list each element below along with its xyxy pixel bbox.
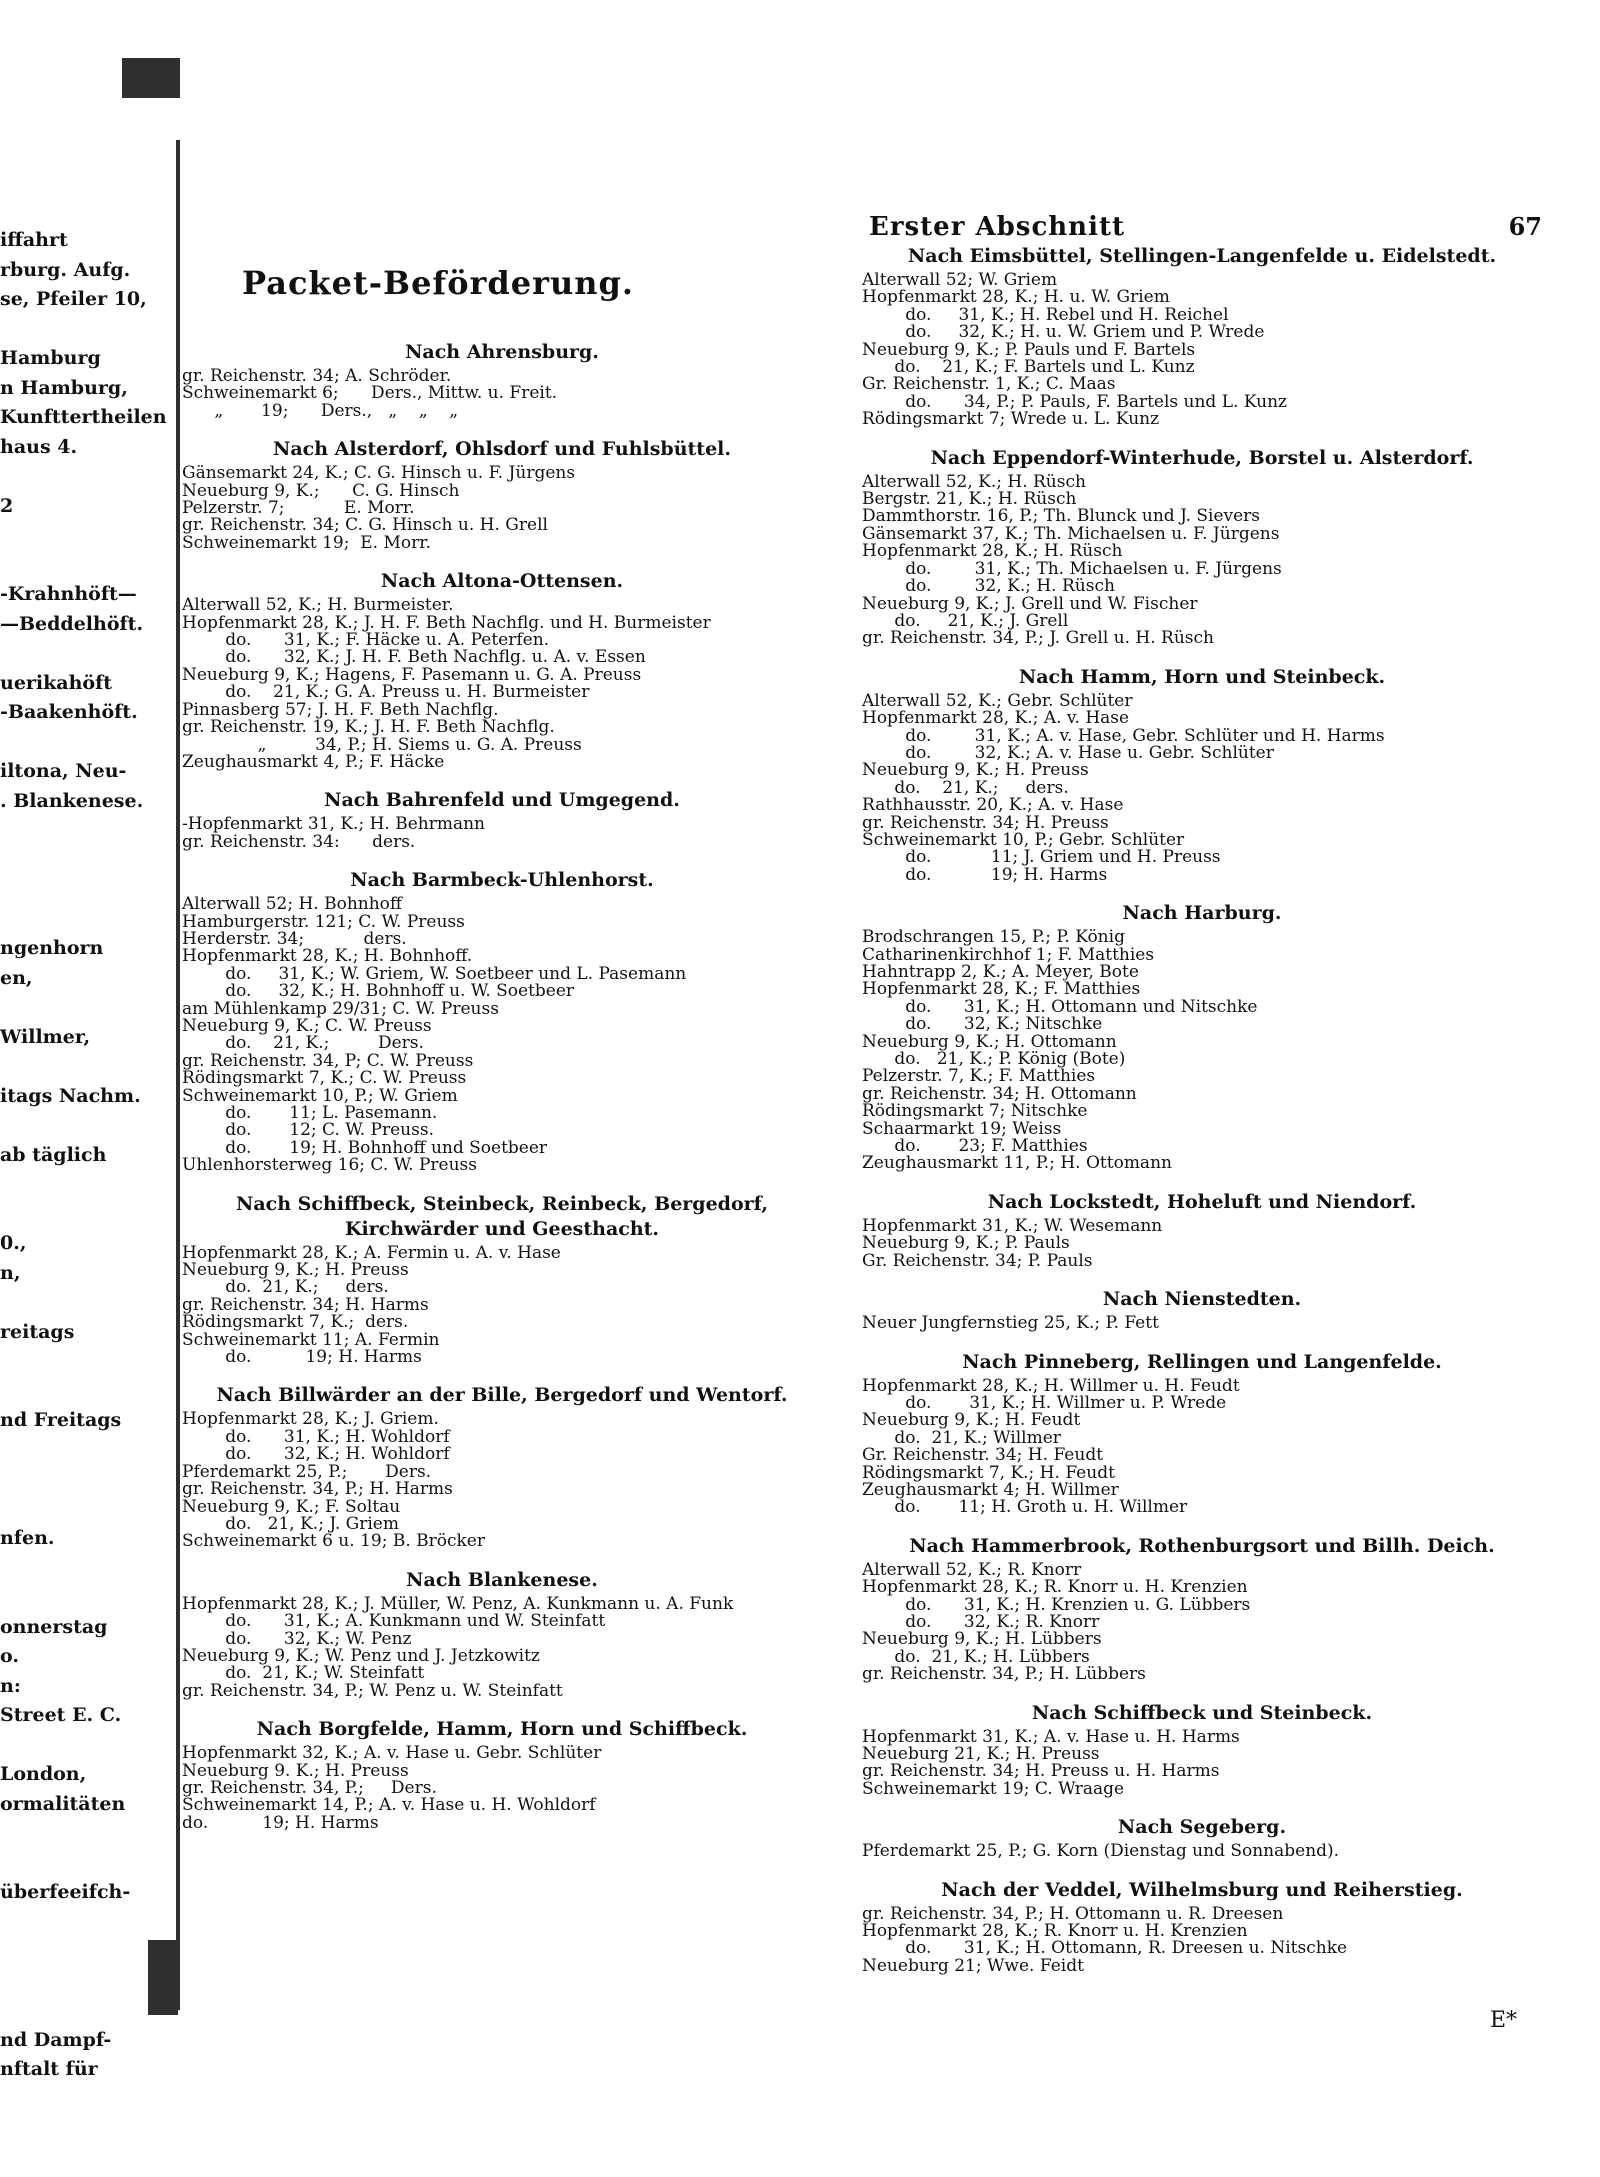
- address-line: do. 11; H. Groth u. H. Willmer: [862, 1497, 1188, 1518]
- destination-heading: Nach Ahrensburg.: [405, 341, 599, 363]
- margin-fragment-line: [0, 1848, 175, 1878]
- destination-block: [182, 1717, 822, 1832]
- margin-fragment-line: [0, 845, 175, 875]
- destination-heading: Nach Barmbeck-Uhlenhorst.: [350, 869, 654, 892]
- destination-block: [862, 244, 1542, 429]
- margin-fragment-line: n:: [0, 1674, 21, 1697]
- address-line: Pinnasberg 57; J. H. F. Beth Nachflg.: [182, 699, 499, 720]
- address-line: do. 32, K.; J. H. F. Beth Nachflg. u. A. v. Essen: [182, 647, 646, 668]
- address-line: Hopfenmarkt 31, K.; A. v. Hase u. H. Harms: [862, 1726, 1240, 1747]
- address-line: do. 21, K.; J. Griem: [182, 1513, 399, 1534]
- address-line: do. 19; H. Harms: [862, 864, 1108, 885]
- destination-heading: Nach Billwärder an der Bille, Bergedorf und Wentorf.: [216, 1384, 788, 1407]
- address-line: do. 34, P.; P. Pauls, F. Bartels und L. Kunz: [862, 391, 1287, 412]
- address-line: Neueburg 9, K.; C. G. Hinsch: [182, 480, 460, 501]
- margin-fragment-line: -Baakenhöft.: [0, 701, 138, 723]
- address-line: Neueburg 9, K.; W. Penz und J. Jetzkowitz: [182, 1645, 540, 1666]
- address-line: Hopfenmarkt 28, K.; A. Fermin u. A. v. Hase: [182, 1242, 561, 1263]
- address-line: do. 31, K.; A. Kunkmann und W. Steinfatt: [182, 1611, 606, 1632]
- address-line: Pelzerstr. 7, K.; F. Matthies: [862, 1066, 1096, 1087]
- margin-fragment-line: [0, 314, 175, 344]
- destination-block: [182, 1383, 822, 1550]
- destination-heading: Nach Alsterdorf, Ohlsdorf und Fuhlsbüttel.: [273, 438, 731, 461]
- address-line: Schweinemarkt 10, P.; Gebr. Schlüter: [862, 829, 1185, 850]
- address-line: -Hopfenmarkt 31, K.; H. Behrmann: [182, 814, 485, 835]
- address-line: do. 19; H. Harms: [182, 1347, 422, 1368]
- destination-heading: Nach Hamm, Horn und Steinbeck.: [1018, 665, 1386, 688]
- destination-heading: Nach Lockstedt, Hoheluft und Niendorf.: [987, 1190, 1417, 1213]
- page-number: 67: [1508, 212, 1542, 241]
- margin-fragment-line: iffahrt: [0, 229, 68, 251]
- destination-heading: Nach Nienstedten.: [1102, 1288, 1302, 1311]
- address-line: do. 32, K.; H. u. W. Griem und P. Wrede: [862, 322, 1265, 343]
- address-line: Alterwall 52; W. Griem: [862, 270, 1058, 290]
- address-line: Pferdemarkt 25, P.; G. Korn (Dienstag und Sonnabend).: [862, 1841, 1340, 1862]
- margin-fragment-line: [0, 550, 175, 580]
- destination-block: [862, 665, 1542, 884]
- address-line: Pferdemarkt 25, P.; Ders.: [182, 1461, 432, 1482]
- address-line: am Mühlenkamp 29/31; C. W. Preuss: [182, 998, 499, 1019]
- address-line: do. 31, K.; H. Ottomann, R. Dreesen u. Nitschke: [862, 1938, 1348, 1959]
- margin-fragment-line: [0, 904, 175, 934]
- address-line: do. 21, K.; Willmer: [862, 1427, 1061, 1448]
- margin-fragment-line: nd Dampf-: [0, 2028, 112, 2051]
- destination-heading: Nach der Veddel, Wilhelmsburg und Reiherstieg.: [941, 1878, 1463, 1901]
- address-line: do. 11; J. Griem und H. Preuss: [862, 847, 1221, 868]
- address-line: do. 32, K.; R. Knorr: [862, 1611, 1100, 1632]
- address-line: Hopfenmarkt 28, K.; J. Griem.: [182, 1409, 439, 1430]
- margin-fragment-line: London,: [0, 1763, 87, 1785]
- address-line: Neueburg 21; Wwe. Feidt: [862, 1955, 1084, 1976]
- address-line: Hopfenmarkt 28, K.; H. u. W. Griem: [862, 287, 1170, 308]
- address-line: do. 21, K.; F. Bartels und L. Kunz: [862, 357, 1195, 378]
- address-line: Neueburg 9, K.; H. Lübbers: [862, 1629, 1102, 1650]
- destination-heading: Nach Altona-Ottensen.: [380, 570, 624, 593]
- address-line: do. 19; H. Bohnhoff und Soetbeer: [182, 1137, 548, 1158]
- margin-fragment-line: [0, 1110, 175, 1140]
- destination-heading: Nach Blankenese.: [406, 1568, 598, 1591]
- margin-fragment-line: nftalt für: [0, 2058, 98, 2080]
- address-line: Neueburg 9, K.; J. Grell und W. Fischer: [862, 593, 1198, 614]
- address-line: do. 31, K.; H. Willmer u. P. Wrede: [862, 1392, 1227, 1413]
- address-line: do. 21, K.; ders.: [182, 1277, 389, 1298]
- destination-heading: Nach Eimsbüttel, Stellingen-Langenfelde u. Eidelstedt.: [907, 245, 1497, 267]
- address-line: gr. Reichenstr. 34; H. Preuss u. H. Harms: [862, 1761, 1220, 1782]
- address-line: gr. Reichenstr. 34, P.; W. Penz u. W. Steinfatt: [182, 1680, 563, 1701]
- address-line: Hamburgerstr. 121; C. W. Preuss: [182, 911, 465, 932]
- margin-fragment-line: [0, 874, 175, 904]
- address-line: gr. Reichenstr. 34; A. Schröder.: [182, 366, 452, 386]
- destination-block: [182, 340, 822, 420]
- address-line: Schweinemarkt 10, P.; W. Griem: [182, 1085, 458, 1106]
- address-line: do. 31, K.; H. Krenzien u. G. Lübbers: [862, 1594, 1251, 1615]
- address-line: Neueburg 9, K.; H. Preuss: [182, 1260, 409, 1281]
- address-line: Hopfenmarkt 28, K.; H. Rüsch: [862, 541, 1123, 562]
- destination-heading: Nach Segeberg.: [1117, 1816, 1287, 1839]
- margin-fragment-line: 2: [0, 494, 14, 517]
- margin-fragment-line: [0, 1346, 175, 1376]
- address-line: Rödingsmarkt 7, K.; C. W. Preuss: [182, 1068, 467, 1089]
- margin-fragment-line: . Blankenese.: [0, 789, 144, 812]
- margin-fragment-line: [0, 1730, 175, 1760]
- destination-heading: Nach Pinneberg, Rellingen und Langenfelde.: [962, 1350, 1442, 1373]
- margin-fragment-line: [0, 1051, 175, 1081]
- signature-mark: E*: [1489, 2008, 1517, 2033]
- address-line: Pelzerstr. 7; E. Morr.: [182, 498, 415, 519]
- right-column: [862, 244, 1542, 1992]
- margin-fragment-line: Hamburg: [0, 347, 101, 369]
- margin-fragment-line: o.: [0, 1645, 19, 1667]
- destination-block: [862, 1287, 1542, 1332]
- address-line: gr. Reichenstr. 34: ders.: [182, 831, 416, 852]
- margin-fragment-line: [0, 461, 175, 491]
- margin-fragment-line: [0, 992, 175, 1022]
- destination-heading: Nach Harburg.: [1122, 902, 1282, 925]
- address-line: Zeughausmarkt 4; H. Willmer: [862, 1479, 1119, 1500]
- margin-fragment-line: haus 4.: [0, 435, 78, 458]
- address-line: Neueburg 9, K.; P. Pauls: [862, 1233, 1070, 1254]
- margin-fragment-line: [0, 1169, 175, 1199]
- address-line: Neueburg 9, K.; H. Preuss: [862, 760, 1089, 781]
- left-column: [182, 340, 822, 1849]
- margin-fragment-line: [0, 1464, 175, 1494]
- margin-fragment-line: onnerstag: [0, 1615, 108, 1638]
- margin-fragment-line: ormalitäten: [0, 1792, 126, 1815]
- destination-block: [862, 1534, 1542, 1684]
- address-line: Neueburg 9, K.; P. Pauls und F. Bartels: [862, 339, 1196, 360]
- address-line: Neueburg 9, K.; C. W. Preuss: [182, 1015, 432, 1036]
- facing-page-fragment: [0, 60, 175, 2080]
- address-line: Herderstr. 34; ders.: [182, 928, 407, 949]
- address-line: gr. Reichenstr. 34, P.; H. Lübbers: [862, 1664, 1146, 1685]
- binding-gutter-line: [176, 140, 180, 2010]
- address-line: do. 21, K.; H. Lübbers: [862, 1646, 1090, 1667]
- margin-fragment-line: iltona, Neu-: [0, 760, 127, 782]
- destination-block: [862, 1350, 1542, 1517]
- margin-fragment-line: n Hamburg,: [0, 376, 128, 399]
- address-line: do. 23; F. Matthies: [862, 1136, 1088, 1157]
- margin-fragment-line: 0.,: [0, 1232, 27, 1254]
- margin-fragment-line: reitags: [0, 1320, 75, 1343]
- address-line: Rödingsmarkt 7; Wrede u. L. Kunz: [862, 409, 1160, 430]
- destination-block: [862, 1815, 1542, 1860]
- destination-block: [862, 1190, 1542, 1270]
- address-line: do. 21, K.; G. A. Preuss u. H. Burmeister: [182, 682, 590, 703]
- address-line: gr. Reichenstr. 34, P.; J. Grell u. H. Rüsch: [862, 628, 1214, 649]
- page-title: Packet-Beförderung.: [242, 264, 635, 302]
- address-line: Neueburg 9, K.; Hagens, F. Pasemann u. G. A. Preuss: [182, 664, 642, 685]
- address-line: Hopfenmarkt 28, K.; A. v. Hase: [862, 708, 1130, 729]
- address-line: Schweinemarkt 19; C. Wraage: [862, 1778, 1125, 1799]
- margin-fragment-line: itags Nachm.: [0, 1084, 141, 1107]
- margin-fragment-line: [0, 815, 175, 845]
- address-line: gr. Reichenstr. 34; H. Preuss: [862, 812, 1109, 833]
- address-line: do. 31, K.; A. v. Hase, Gebr. Schlüter und H. Harms: [862, 725, 1385, 746]
- address-line: gr. Reichenstr. 34; H. Harms: [182, 1294, 429, 1315]
- margin-fragment-line: —Beddelhöft.: [0, 612, 144, 635]
- address-line: Neueburg 9, K.; F. Soltau: [182, 1496, 401, 1517]
- destination-block: [182, 1192, 822, 1367]
- margin-fragment-line: [0, 638, 175, 668]
- destination-block: [862, 446, 1542, 648]
- address-line: Dammthorstr. 16, P.; Th. Blunck und J. Sievers: [862, 506, 1261, 527]
- destination-heading: Nach Schiffbeck und Steinbeck.: [1031, 1701, 1373, 1724]
- margin-fragment-line: [0, 2084, 175, 2114]
- margin-fragment-line: rburg. Aufg.: [0, 258, 131, 281]
- margin-fragment-line: Willmer,: [0, 1025, 91, 1048]
- address-line: do. 21, K.; Ders.: [182, 1033, 424, 1054]
- address-line: Neuer Jungfernstieg 25, K.; P. Fett: [862, 1313, 1159, 1334]
- address-line: do. 31, K.; W. Griem, W. Soetbeer und L. Pasemann: [182, 963, 687, 984]
- address-line: Alterwall 52, K.; H. Rüsch: [862, 471, 1086, 492]
- address-line: Neueburg 9, K.; H. Feudt: [862, 1410, 1081, 1431]
- destination-block: [182, 1568, 822, 1700]
- address-line: do. 32, K.; H. Bohnhoff u. W. Soetbeer: [182, 981, 575, 1002]
- destination-block: [862, 1878, 1542, 1976]
- margin-fragment-line: [0, 520, 175, 550]
- address-line: Alterwall 52, K.; H. Burmeister.: [182, 595, 454, 616]
- address-line: gr. Reichenstr. 34, P.; H. Harms: [182, 1479, 453, 1500]
- address-line: Neueburg 9. K.; H. Preuss: [182, 1760, 409, 1781]
- address-line: do. 12; C. W. Preuss.: [182, 1120, 434, 1141]
- margin-fragment-line: -Krahnhöft—: [0, 583, 137, 605]
- margin-fragment-line: ab täglich: [0, 1143, 107, 1166]
- margin-fragment-line: [0, 1818, 175, 1848]
- address-line: do. 21, K.; J. Grell: [862, 610, 1069, 631]
- address-line: do. 21, K.; ders.: [862, 777, 1069, 798]
- margin-fragment-line: [0, 1199, 175, 1229]
- address-line: Catharinenkirchhof 1; F. Matthies: [862, 944, 1155, 965]
- address-line: Alterwall 52, K.; R. Knorr: [862, 1559, 1082, 1580]
- address-line: do. 32, K.; W. Penz: [182, 1628, 412, 1649]
- address-line: gr. Reichenstr. 34, P.; H. Ottomann u. R. Dreesen: [862, 1903, 1284, 1924]
- address-line: Alterwall 52; H. Bohnhoff: [182, 894, 402, 915]
- address-line: Hopfenmarkt 31, K.; W. Wesemann: [862, 1215, 1163, 1236]
- destination-heading: Nach Borgfelde, Hamm, Horn und Schiffbeck.: [256, 1718, 748, 1741]
- margin-fragment-line: Street E. C.: [0, 1704, 122, 1726]
- address-line: Hopfenmarkt 28, K.; J. H. F. Beth Nachflg. und H. Burmeister: [182, 612, 711, 633]
- address-line: Neueburg 21, K.; H. Preuss: [862, 1744, 1100, 1764]
- margin-fragment-line: se, Pfeiler 10,: [0, 288, 147, 310]
- address-line: gr. Reichenstr. 34; H. Ottomann: [862, 1083, 1137, 1104]
- address-line: do. 21, K.; W. Steinfatt: [182, 1663, 425, 1684]
- margin-fragment-line: nfen.: [0, 1527, 55, 1549]
- section-header: Erster Abschnitt: [869, 212, 1125, 242]
- address-line: gr. Reichenstr. 34, P; C. W. Preuss: [182, 1050, 474, 1071]
- margin-fragment-line: [0, 1553, 175, 1583]
- address-line: gr. Reichenstr. 19, K.; J. H. F. Beth Nachflg.: [182, 717, 555, 738]
- margin-fragment-line: [0, 1287, 175, 1317]
- address-line: Schweinemarkt 19; E. Morr.: [182, 532, 431, 553]
- address-line: Zeughausmarkt 11, P.; H. Ottomann: [862, 1153, 1172, 1174]
- destination-heading: Nach Schiffbeck, Steinbeck, Reinbeck, Bergedorf, Kirchwärder und Geesthacht.: [236, 1192, 768, 1240]
- address-line: Hopfenmarkt 28, K.; R. Knorr u. H. Krenzien: [862, 1921, 1248, 1942]
- margin-fragment-line: n,: [0, 1261, 21, 1284]
- address-line: Schweinemarkt 11; A. Fermin: [182, 1329, 440, 1350]
- address-line: „ 19; Ders., „ „ „: [182, 400, 459, 421]
- address-line: do. 19; H. Harms: [182, 1812, 379, 1833]
- address-line: Bergstr. 21, K.; H. Rüsch: [862, 489, 1077, 510]
- margin-fragment-line: [0, 1582, 175, 1612]
- address-line: do. 31, K.; F. Häcke u. A. Peterfen.: [182, 630, 550, 651]
- address-line: Gänsemarkt 24, K.; C. G. Hinsch u. F. Jürgens: [182, 463, 576, 484]
- address-line: Hahntrapp 2, K.; A. Meyer, Bote: [862, 962, 1139, 982]
- address-line: Uhlenhorsterweg 16; C. W. Preuss: [182, 1155, 477, 1176]
- address-line: do. 31, K.; Th. Michaelsen u. F. Jürgens: [862, 558, 1282, 579]
- destination-block: [862, 1701, 1542, 1799]
- margin-fragment-line: uerikahöft: [0, 671, 113, 694]
- address-line: do. 31, K.; H. Wohldorf: [182, 1426, 450, 1447]
- address-line: do. 32, K.; A. v. Hase u. Gebr. Schlüter: [862, 742, 1274, 763]
- address-line: „ 34, P.; H. Siems u. G. A. Preuss: [182, 734, 582, 755]
- address-line: Rödingsmarkt 7; Nitschke: [862, 1101, 1088, 1122]
- page-67: [182, 150, 1542, 2050]
- address-line: do. 31, K.; H. Ottomann und Nitschke: [862, 996, 1258, 1017]
- address-line: Schaarmarkt 19; Weiss: [862, 1118, 1062, 1139]
- address-line: do. 32, K.; H. Wohldorf: [182, 1444, 450, 1465]
- address-line: Hopfenmarkt 28, K.; R. Knorr u. H. Krenzien: [862, 1577, 1248, 1598]
- margin-fragment-line: [0, 1376, 175, 1406]
- margin-fragment-line: [0, 1907, 175, 1937]
- address-line: Hopfenmarkt 28, K.; H. Bohnhoff.: [182, 946, 473, 967]
- destination-block: [862, 901, 1542, 1173]
- address-line: Gänsemarkt 37, K.; Th. Michaelsen u. F. Jürgens: [862, 523, 1280, 544]
- margin-fragment-line: [0, 1494, 175, 1524]
- address-line: Rathhausstr. 20, K.; A. v. Hase: [862, 795, 1124, 816]
- binding-shadow-top: [122, 58, 180, 98]
- destination-block: [182, 437, 822, 552]
- destination-block: [182, 868, 822, 1175]
- address-line: do. 31, K.; H. Rebel und H. Reichel: [862, 304, 1229, 325]
- destination-heading: Nach Eppendorf-Winterhude, Borstel u. Alsterdorf.: [930, 446, 1474, 469]
- margin-fragment-line: [0, 727, 175, 757]
- margin-fragment-line: nd Freitags: [0, 1409, 122, 1431]
- destination-heading: Nach Bahrenfeld und Umgegend.: [324, 789, 680, 812]
- address-line: do. 32, K.; Nitschke: [862, 1014, 1103, 1035]
- address-line: do. 21, K.; P. König (Bote): [862, 1049, 1126, 1070]
- address-line: Rödingsmarkt 7, K.; ders.: [182, 1312, 409, 1333]
- address-line: Gr. Reichenstr. 34; P. Pauls: [862, 1250, 1093, 1271]
- address-line: Gr. Reichenstr. 1, K.; C. Maas: [862, 374, 1116, 395]
- destination-block: [182, 569, 822, 771]
- address-line: do. 11; L. Pasemann.: [182, 1103, 438, 1123]
- address-line: Schweinemarkt 6 u. 19; B. Bröcker: [182, 1531, 485, 1552]
- address-line: Gr. Reichenstr. 34; H. Feudt: [862, 1445, 1104, 1466]
- address-line: Hopfenmarkt 28, K.; J. Müller, W. Penz, A. Kunkmann u. A. Funk: [182, 1593, 734, 1614]
- margin-fragment-line: überfeeifch-: [0, 1881, 131, 1903]
- destination-heading: Nach Hammerbrook, Rothenburgsort und Billh. Deich.: [909, 1534, 1495, 1557]
- address-line: Hopfenmarkt 32, K.; A. v. Hase u. Gebr. Schlüter: [182, 1743, 602, 1764]
- margin-fragment-line: [0, 1435, 175, 1465]
- address-line: Zeughausmarkt 4, P.; F. Häcke: [182, 751, 445, 772]
- address-line: do. 32, K.; H. Rüsch: [862, 576, 1115, 597]
- binding-shadow-bottom: [148, 1940, 178, 2015]
- address-line: gr. Reichenstr. 34, P.; Ders.: [182, 1777, 437, 1798]
- address-line: Schweinemarkt 6; Ders., Mittw. u. Freit.: [182, 383, 558, 404]
- address-line: Neueburg 9, K.; H. Ottomann: [862, 1031, 1117, 1052]
- margin-fragment-line: Kunfttertheilen: [0, 406, 167, 428]
- address-line: Rödingsmarkt 7, K.; H. Feudt: [862, 1462, 1115, 1483]
- address-line: Schweinemarkt 14, P.; A. v. Hase u. H. Wohldorf: [182, 1795, 596, 1816]
- address-line: Hopfenmarkt 28, K.; F. Matthies: [862, 979, 1141, 1000]
- margin-fragment-line: ngenhorn: [0, 937, 104, 959]
- destination-block: [182, 788, 822, 851]
- margin-fragment-line: en,: [0, 966, 33, 989]
- address-line: Brodschrangen 15, P.; P. König: [862, 927, 1125, 948]
- address-line: Alterwall 52, K.; Gebr. Schlüter: [862, 690, 1133, 711]
- address-line: gr. Reichenstr. 34; C. G. Hinsch u. H. Grell: [182, 515, 548, 536]
- address-line: Hopfenmarkt 28, K.; H. Willmer u. H. Feudt: [862, 1375, 1240, 1396]
